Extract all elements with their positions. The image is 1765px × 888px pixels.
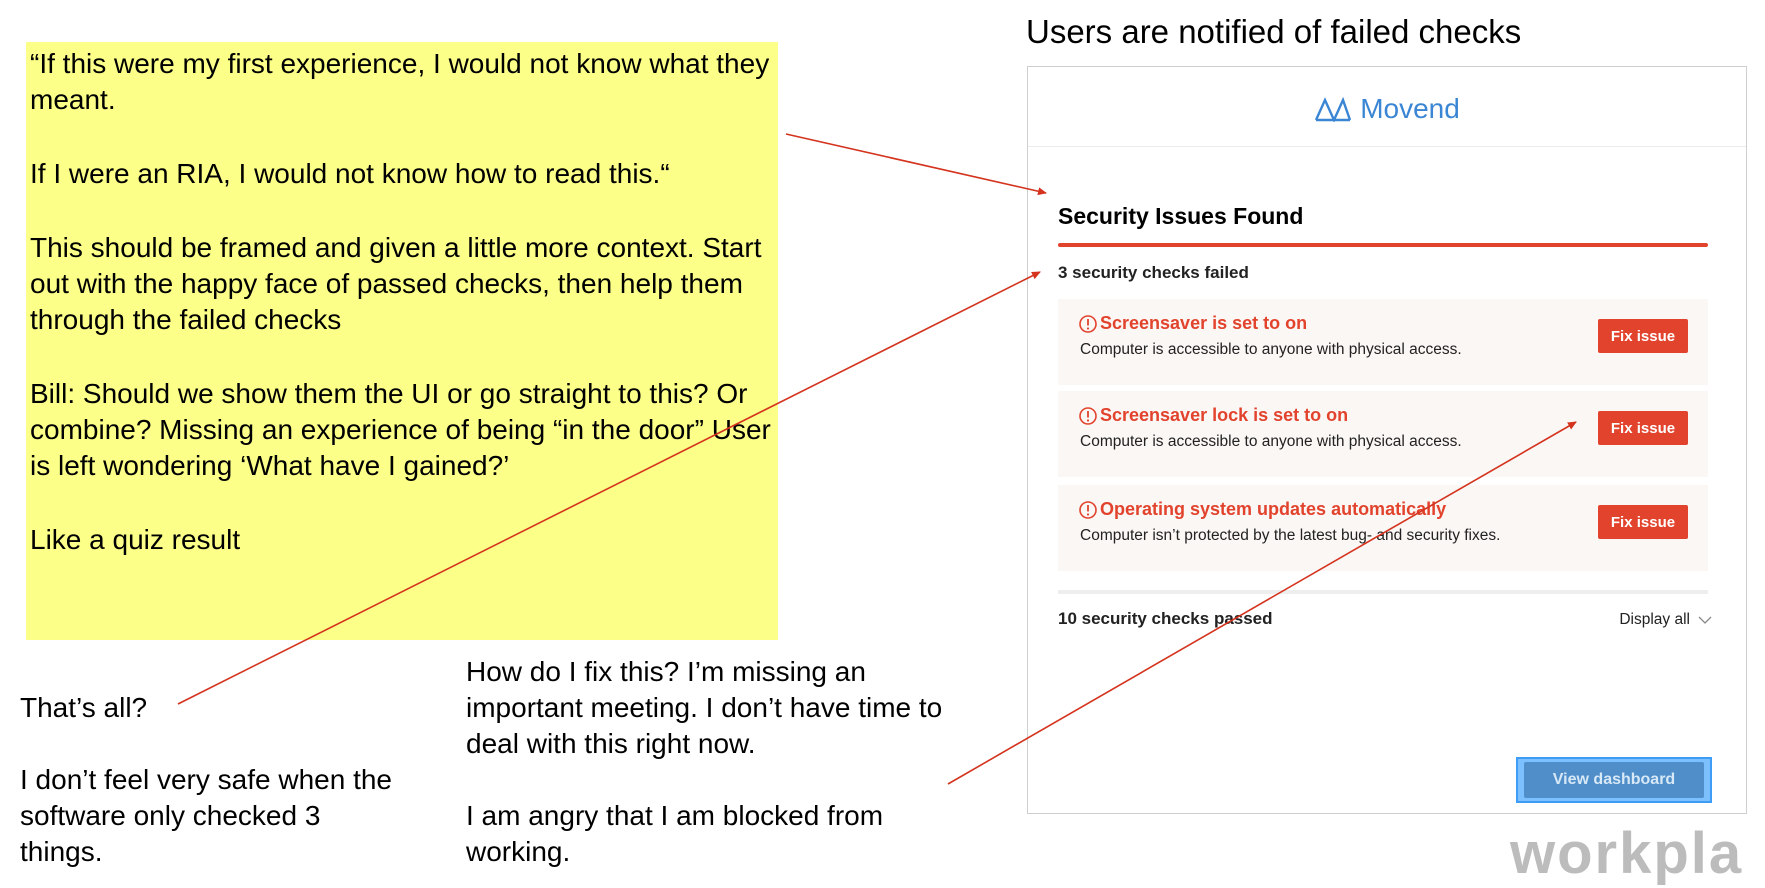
sticky-paragraph-3: This should be framed and given a little more context. Start out with the happy face of passed checks, then help them through the failed checks: [30, 232, 762, 335]
fix-issue-button[interactable]: Fix issue: [1598, 505, 1688, 539]
issue-title: Screensaver is set to on: [1100, 313, 1308, 333]
arrow-thats-all: [178, 272, 1040, 704]
brand-name: Movend: [1360, 92, 1460, 124]
sticky-paragraph-4: Bill: Should we show them the UI or go straight to this? Or combine? Missing an experience of being “in the door” User is left wondering ‘What have I gained?’: [30, 378, 771, 481]
sticky-paragraph-5: Like a quiz result: [30, 524, 241, 555]
fix-issue-button[interactable]: Fix issue: [1598, 411, 1688, 445]
sticky-paragraph-1: “If this were my first experience, I would not know what they meant.: [30, 48, 770, 115]
section-title: Security Issues Found: [1058, 203, 1304, 229]
view-dashboard-button[interactable]: View dashboard: [1524, 762, 1704, 798]
display-all-label: Display all: [1619, 611, 1690, 628]
slide-title: Users are notified of failed checks: [1026, 13, 1522, 50]
issue-title: Screensaver lock is set to on: [1100, 405, 1349, 425]
note-angry: I am angry that I am blocked from working.: [466, 800, 884, 867]
issue-description: Computer is accessible to anyone with physical access.: [1080, 433, 1462, 450]
issue-title: Operating system updates automatically: [1100, 499, 1447, 519]
arrow-sticky-to-panel: [786, 134, 1046, 193]
note-how-fix: How do I fix this? I’m missing an important meeting. I don’t have time to deal with this right now.: [466, 656, 943, 759]
note-thats-all: That’s all?: [20, 692, 148, 723]
fix-issue-button[interactable]: Fix issue: [1598, 319, 1688, 353]
workplace-watermark: workpla: [1510, 821, 1744, 886]
failed-count: 3 security checks failed: [1058, 263, 1249, 282]
sticky-paragraph-2: If I were an RIA, I would not know how to read this.“: [30, 158, 670, 189]
passed-count: 10 security checks passed: [1058, 609, 1273, 628]
issue-description: Computer is accessible to anyone with physical access.: [1080, 341, 1462, 358]
arrow-how-fix: [948, 422, 1576, 784]
issue-description: Computer isn’t protected by the latest bug- and security fixes.: [1080, 527, 1501, 544]
note-not-safe: I don’t feel very safe when the software only checked 3 things.: [20, 764, 392, 867]
